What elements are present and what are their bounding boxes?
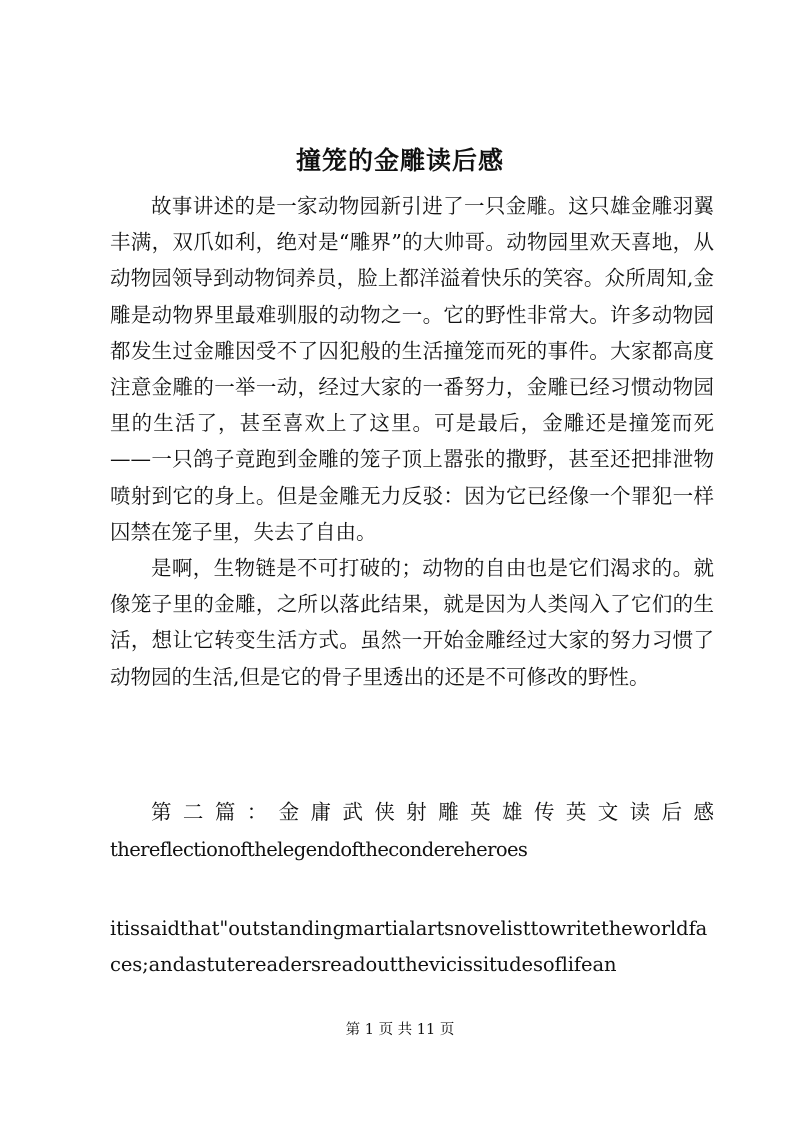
english-paragraph: itissaidthat"outstandingmartialartsnovelisttowritetheworldfaces;andastutereadersreadoutthevicissitudesoflifean bbox=[110, 917, 708, 976]
english-title: thereflectionofthelegendofthecondereheroes bbox=[110, 838, 528, 861]
section-heading: 第二篇：金庸武侠射雕英雄传英文读后感 bbox=[151, 800, 714, 824]
paragraph-2: 是啊，生物链是不可打破的；动物的自由也是它们渴求的。就像笼子里的金雕，之所以落此结果，就是因为人类闯入了它们的生活，想让它转变生活方式。虽然一开始金雕经过大家的努力习惯了动物园的生活,但是它的骨子里透出的还是不可修改的野性。 bbox=[110, 556, 714, 689]
document-title: 撞笼的金雕读后感 bbox=[295, 146, 504, 175]
paragraph-1: 故事讲述的是一家动物园新引进了一只金雕。这只雄金雕羽翼丰满，双爪如利，绝对是“雕界”的大帅哥。动物园里欢天喜地，从动物园领导到动物饲养员，脸上都洋溢着快乐的笑容。众所周知,金雕是动物界里最难驯服的动物之一。它的野性非常大。许多动物园都发生过金雕因受不了囚犯般的生活撞笼而死的事件。大家都高度注意金雕的一举一动，经过大家的一番努力，金雕已经习惯动物园里的生活了，甚至喜欢上了这里。可是最后，金雕还是撞笼而死——一只鸽子竟跑到金雕的笼子顶上嚣张的撒野，甚至还把排泄物喷射到它的身上。但是金雕无力反驳：因为它已经像一个罪犯一样囚禁在笼子里，失去了自由。 bbox=[110, 194, 714, 544]
document-body bbox=[110, 188, 714, 695]
page-number-footer: 第 1 页 共 11 页 bbox=[345, 1022, 455, 1038]
